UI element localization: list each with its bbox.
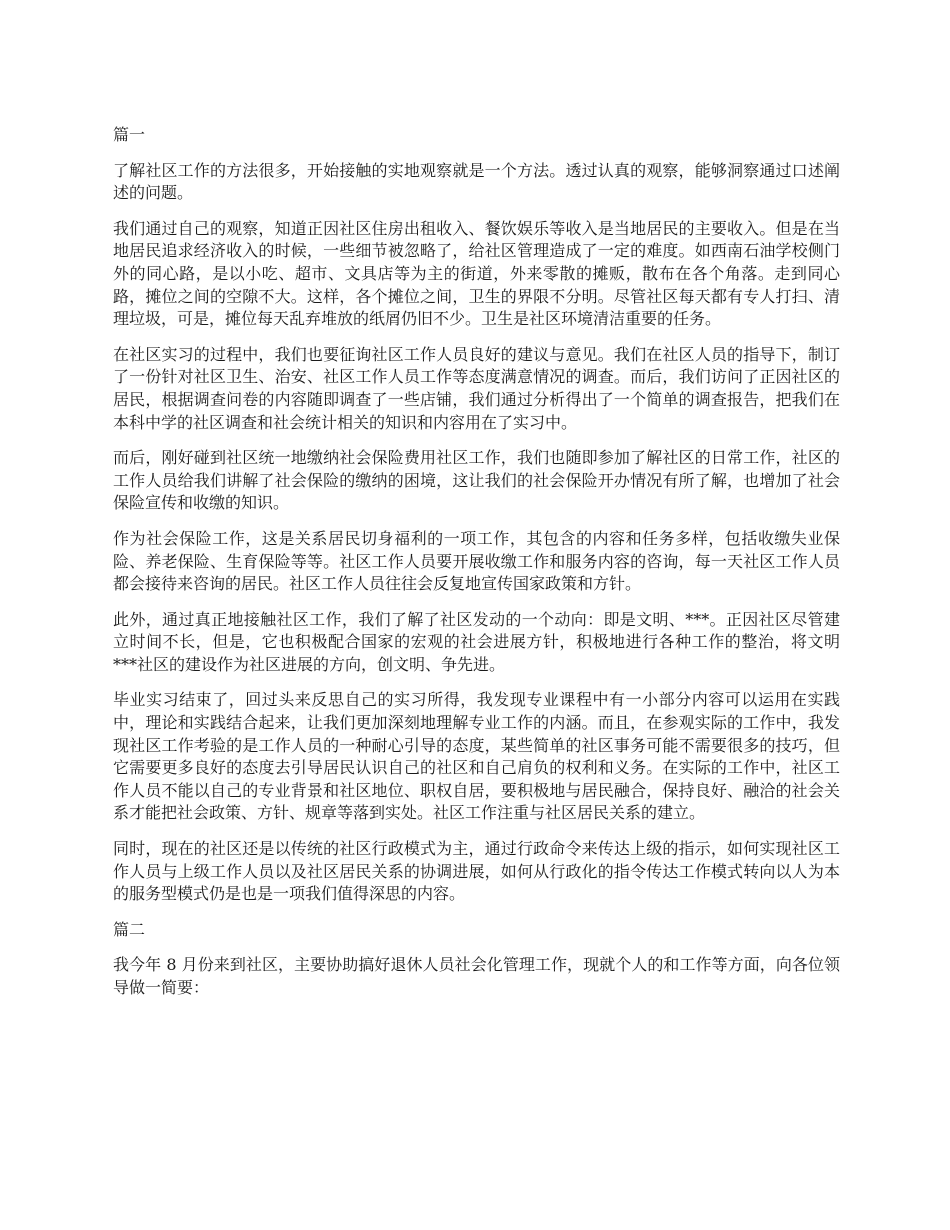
paragraph: 毕业实习结束了，回过头来反思自己的实习所得，我发现专业课程中有一小部分内容可以运用在实践中，理论和实践结合起来，让我们更加深刻地理解专业工作的内涵。而且，在参观实际的工作中，我发现社区工作考验的是工作人员的一种耐心引导的态度，某些简单的社区事务可能不需要很多的技巧，但它需要更多良好的态度去引导居民认识自己的社区和自己肩负的权利和义务。在实际的工作中，社区工作人员不能以自己的专业背景和社区地位、职权自居，要积极地与居民融合，保持良好、融洽的社会关系才能把社会政策、方针、规章等落到实处。社区工作注重与社区居民关系的建立。 [113,690,840,823]
paragraph: 而后，刚好碰到社区统一地缴纳社会保险费用社区工作，我们也随即参加了解社区的日常工作，社区的工作人员给我们讲解了社会保险的缴纳的困境，这让我们的社会保险开办情况有所了解，也增加了社会保险宣传和收缴的知识。 [113,448,840,513]
document-page [113,124,840,1013]
paragraph: 同时，现在的社区还是以传统的社区行政模式为主，通过行政命令来传达上级的指示，如何实现社区工作人员与上级工作人员以及社区居民关系的协调进展，如何从行政化的指令传达工作模式转向以人为本的服务型模式仍是也是一项我们值得深思的内容。 [113,839,840,904]
section-2 [113,919,840,1000]
section-1 [113,124,840,906]
paragraph: 我今年 8 月份来到社区，主要协助搞好退休人员社会化管理工作，现就个人的和工作等方面，向各位领导做一简要： [113,955,840,997]
section-heading: 篇二 [113,919,146,939]
paragraph: 此外，通过真正地接触社区工作，我们了解了社区发动的一个动向：即是文明、***。正因社区尽管建立时间不长，但是，它也积极配合国家的宏观的社会进展方针，积极地进行各种工作的整治，将文明***社区的建设作为社区进展的方向，创文明、争先进。 [113,609,840,674]
paragraph: 我们通过自己的观察，知道正因社区住房出租收入、餐饮娱乐等收入是当地居民的主要收入。但是在当地居民追求经济收入的时候，一些细节被忽略了，给社区管理造成了一定的难度。如西南石油学校侧门外的同心路，是以小吃、超市、文具店等为主的街道，外来零散的摊贩，散布在各个角落。走到同心路，摊位之间的空隙不大。这样，各个摊位之间，卫生的界限不分明。尽管社区每天都有专人打扫、清理垃圾，可是，摊位每天乱弃堆放的纸屑仍旧不少。卫生是社区环境清洁重要的任务。 [113,218,840,329]
section-heading: 篇一 [113,125,146,144]
paragraph: 作为社会保险工作，这是关系居民切身福利的一项工作，其包含的内容和任务多样，包括收缴失业保险、养老保险、生育保险等等。社区工作人员要开展收缴工作和服务内容的咨询，每一天社区工作人员都会接待来咨询的居民。社区工作人员往往会反复地宣传国家政策和方针。 [113,528,840,594]
paragraph: 了解社区工作的方法很多，开始接触的实地观察就是一个方法。透过认真的观察，能够洞察通过口述阐述的问题。 [113,160,840,203]
paragraph: 在社区实习的过程中，我们也要征询社区工作人员良好的建议与意见。我们在社区人员的指导下，制订了一份针对社区卫生、治安、社区工作人员工作等态度满意情况的调查。而后，我们访问了正因社区的居民，根据调查问卷的内容随即调查了一些店铺，我们通过分析得出了一个简单的调查报告，把我们在本科中学的社区调查和社会统计相关的知识和内容用在了实习中。 [113,344,840,432]
